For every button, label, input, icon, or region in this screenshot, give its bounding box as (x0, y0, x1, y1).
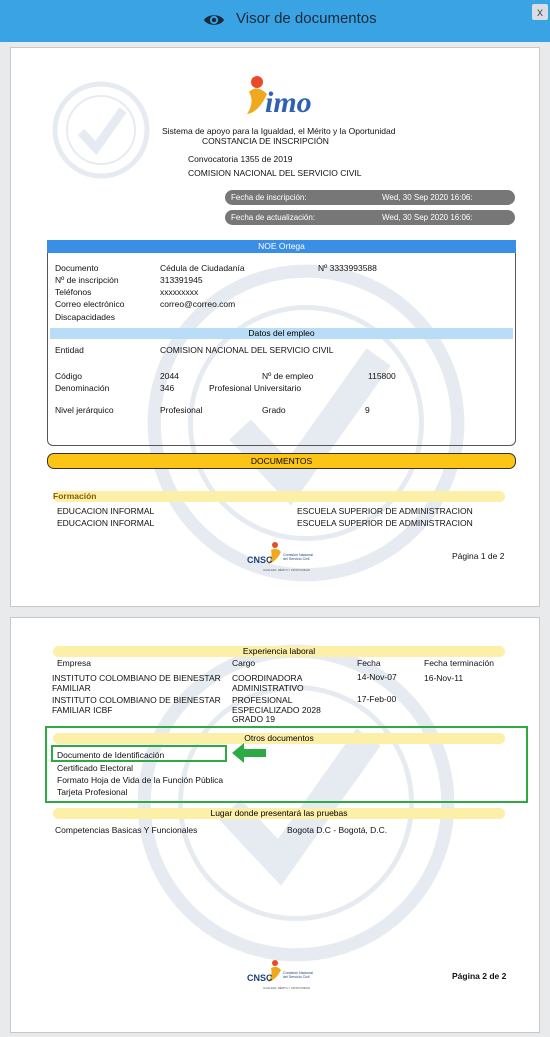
otros-doc-item[interactable]: Formato Hoja de Vida de la Función Pública (57, 775, 224, 785)
close-button[interactable]: x (532, 4, 548, 20)
denominacion-code: 346 (160, 383, 175, 393)
nivel-label: Nivel jerárquico (55, 405, 114, 415)
codigo-label: Código (55, 371, 82, 381)
otros-documentos-bar: Otros documentos (53, 733, 505, 744)
svg-text:IGUALDAD, MÉRITO Y OPORTUNIDAD: IGUALDAD, MÉRITO Y OPORTUNIDAD (263, 569, 310, 572)
viewer-titlebar (0, 0, 550, 42)
experiencia-bar: Experiencia laboral (53, 646, 505, 657)
otros-doc-item[interactable]: Certificado Electoral (57, 763, 134, 773)
lugar-pruebas-bar: Lugar donde presentará las pruebas (53, 808, 505, 819)
svg-text:Comisión Nacional: Comisión Nacional (283, 971, 313, 975)
exp-empresa: FAMILIAR (52, 683, 91, 693)
exp-cargo: PROFESIONAL (232, 695, 293, 705)
exp-cargo: ESPECIALIZADO 2028 (232, 705, 321, 715)
num-empleo-label: Nº de empleo (262, 371, 314, 381)
exp-empresa: FAMILIAR ICBF (52, 705, 113, 715)
svg-text:del Servicio Civil: del Servicio Civil (283, 975, 310, 979)
formacion-tipo: EDUCACION INFORMAL (57, 518, 155, 528)
convocatoria: Convocatoria 1355 de 2019 (188, 154, 293, 164)
page-number: Página 2 de 2 (452, 971, 507, 981)
inscripcion-label: Nº de inscripción (55, 275, 119, 285)
exp-fecha: 14-Nov-07 (357, 672, 397, 682)
entidad-label: Entidad (55, 345, 84, 355)
denominacion-value: Profesional Universitario (209, 383, 302, 393)
cnsc-logo (241, 956, 329, 994)
documento-value: Cédula de Ciudadanía (160, 263, 245, 273)
fecha-inscripcion-pill: Fecha de inscripción: Wed, 30 Sep 2020 16:06: (225, 190, 515, 205)
num-empleo-value: 115800 (368, 371, 396, 381)
prueba-ciudad: Bogota D.C - Bogotá, D.C. (287, 825, 388, 835)
svg-text:CNSC: CNSC (247, 973, 273, 983)
documento-number: Nº 3333993588 (318, 263, 377, 273)
otros-doc-item[interactable]: Documento de Identificación (57, 750, 165, 760)
header-line-1: Sistema de apoyo para la Igualdad, el Mérito y la Oportunidad (162, 126, 396, 136)
inscripcion-value: 313391945 (160, 275, 203, 285)
fecha-actualizacion-pill: Fecha de actualización: Wed, 30 Sep 2020 16:06: (225, 210, 515, 225)
eye-icon (203, 9, 225, 31)
exp-empresa: INSTITUTO COLOMBIANO DE BIENESTAR (52, 673, 221, 683)
formacion-bar (53, 491, 505, 502)
exp-fecha-terminacion: 16-Nov-11 (424, 673, 464, 683)
col-fecha: Fecha (357, 658, 381, 668)
page-number: Página 1 de 2 (452, 551, 505, 561)
col-empresa: Empresa (57, 658, 92, 668)
document-page-1 (10, 47, 540, 607)
grado-label: Grado (262, 405, 286, 415)
applicant-name-bar: NOE Ortega (47, 240, 516, 253)
applicant-card (47, 240, 516, 446)
exp-empresa: INSTITUTO COLOMBIANO DE BIENESTAR (52, 695, 221, 705)
telefonos-label: Teléfonos (55, 287, 92, 297)
nivel-value: Profesional (160, 405, 203, 415)
green-arrow-icon (230, 742, 268, 764)
svg-text:Comisión Nacional: Comisión Nacional (283, 553, 313, 557)
prueba-tipo: Competencias Basicas Y Funcionales (55, 825, 198, 835)
formacion-title: Formación (53, 491, 97, 501)
col-cargo: Cargo (232, 658, 256, 668)
grado-value: 9 (365, 405, 370, 415)
exp-cargo: COORDINADORA (232, 673, 303, 683)
otros-doc-item[interactable]: Tarjeta Profesional (57, 787, 128, 797)
svg-text:imo: imo (265, 86, 312, 119)
viewer-title: Visor de documentos (236, 10, 377, 27)
formacion-tipo: EDUCACION INFORMAL (57, 506, 155, 516)
codigo-value: 2044 (160, 371, 179, 381)
svg-text:IGUALDAD, MÉRITO Y OPORTUNIDAD: IGUALDAD, MÉRITO Y OPORTUNIDAD (263, 987, 310, 990)
datos-empleo-bar: Datos del empleo (50, 328, 513, 339)
exp-fecha: 17-Feb-00 (357, 694, 397, 704)
definitivo-stamp-small (51, 80, 151, 180)
svg-text:del Servicio Civil: del Servicio Civil (283, 557, 310, 561)
correo-label: Correo electrónico (55, 299, 125, 309)
telefonos-value: xxxxxxxxx (160, 287, 199, 297)
documento-label: Documento (55, 263, 99, 273)
simo-logo (239, 68, 321, 124)
exp-cargo: ADMINISTRATIVO (232, 683, 304, 693)
cnsc-logo (241, 538, 329, 576)
correo-value: correo@correo.com (160, 299, 236, 309)
formacion-institucion: ESCUELA SUPERIOR DE ADMINISTRACION (297, 518, 473, 528)
document-page-2 (10, 617, 540, 1033)
exp-cargo: GRADO 19 (232, 714, 275, 724)
documentos-header: DOCUMENTOS (47, 453, 516, 469)
entity-name: COMISION NACIONAL DEL SERVICIO CIVIL (188, 168, 362, 178)
formacion-institucion: ESCUELA SUPERIOR DE ADMINISTRACION (297, 506, 473, 516)
entidad-value: COMISION NACIONAL DEL SERVICIO CIVIL (160, 345, 334, 355)
header-line-2: CONSTANCIA DE INSCRIPCIÓN (202, 136, 329, 146)
svg-text:CNSC: CNSC (247, 555, 273, 565)
col-fecha-terminacion: Fecha terminación (424, 658, 494, 668)
discapacidades-label: Discapacidades (55, 312, 116, 322)
denominacion-label: Denominación (55, 383, 110, 393)
